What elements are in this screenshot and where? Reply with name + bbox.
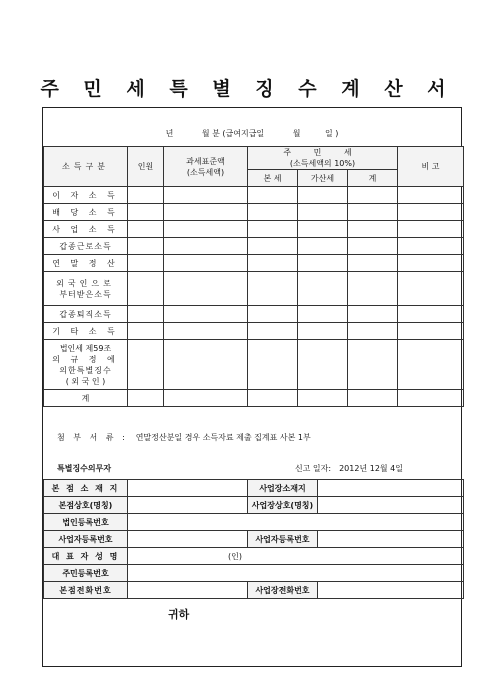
cell-total[interactable] — [348, 306, 398, 323]
cell-persons[interactable] — [128, 323, 164, 340]
table-row — [44, 238, 464, 255]
field-site-phone[interactable] — [318, 582, 464, 599]
report-date-label: 신고 일자: — [294, 464, 332, 473]
field-hq-address[interactable] — [128, 480, 248, 497]
obligor-info-table — [43, 479, 464, 599]
cell-total[interactable] — [348, 323, 398, 340]
cell-persons[interactable] — [128, 204, 164, 221]
row-label: 기 타 소 득 — [44, 323, 128, 340]
cell-add-tax[interactable] — [298, 390, 348, 407]
cell-total[interactable] — [348, 204, 398, 221]
row-label: 배 당 소 득 — [44, 204, 128, 221]
row-label-line1: 법인세 제59조 — [59, 343, 112, 353]
cell-base[interactable] — [164, 204, 248, 221]
row-label — [44, 272, 128, 306]
header-category: 소득구분 — [44, 147, 128, 187]
cell-note[interactable] — [398, 204, 464, 221]
row-label: 연 말 정 산 — [44, 255, 128, 272]
cell-persons[interactable] — [128, 340, 164, 390]
cell-persons[interactable] — [128, 255, 164, 272]
cell-main-tax[interactable] — [248, 187, 298, 204]
table-row — [44, 323, 464, 340]
table-row — [44, 255, 464, 272]
cell-note[interactable] — [398, 306, 464, 323]
form-frame — [42, 107, 462, 667]
period-day: 일 ) — [325, 129, 339, 138]
addressee: 귀하 — [168, 608, 190, 621]
cell-note[interactable] — [398, 340, 464, 390]
header-note: 비 고 — [398, 147, 464, 187]
cell-base[interactable] — [164, 390, 248, 407]
cell-total[interactable] — [348, 221, 398, 238]
row-label: 계 — [44, 390, 128, 407]
seal-mark: (인) — [228, 551, 242, 561]
report-date-value: 2012년 12월 4일 — [339, 464, 403, 473]
cell-persons[interactable] — [128, 306, 164, 323]
cell-add-tax[interactable] — [298, 238, 348, 255]
attachment-line — [57, 432, 311, 443]
table-row — [44, 187, 464, 204]
cell-main-tax[interactable] — [248, 272, 298, 306]
header-main-tax: 본 세 — [248, 170, 298, 187]
period-month: 월 분 (급여지급일 — [201, 129, 265, 138]
cell-main-tax[interactable] — [248, 238, 298, 255]
field-resident-no[interactable] — [128, 565, 464, 582]
table-row — [44, 272, 464, 306]
cell-base[interactable] — [164, 340, 248, 390]
row-label: 갑종근로소득 — [44, 238, 128, 255]
attachment-text: 연말정산분일 경우 소득자료 제출 집계표 사본 1부 — [135, 433, 311, 442]
cell-base[interactable] — [164, 221, 248, 238]
cell-persons[interactable] — [128, 221, 164, 238]
header-total: 계 — [348, 170, 398, 187]
cell-total[interactable] — [348, 390, 398, 407]
row-label-line2: 의 규 정 에 — [52, 354, 119, 364]
cell-note[interactable] — [398, 390, 464, 407]
cell-persons[interactable] — [128, 272, 164, 306]
row-label-line3: 의한특별징수 — [59, 365, 112, 375]
cell-base[interactable] — [164, 187, 248, 204]
field-site-address[interactable] — [318, 480, 464, 497]
field-site-biz-no[interactable] — [318, 531, 464, 548]
header-add-tax: 가산세 — [298, 170, 348, 187]
label-site-phone: 사업장전화번호 — [248, 582, 318, 599]
cell-note[interactable] — [398, 255, 464, 272]
cell-main-tax[interactable] — [248, 340, 298, 390]
label-hq-phone: 본점전화번호 — [44, 582, 128, 599]
cell-base[interactable] — [164, 255, 248, 272]
cell-add-tax[interactable] — [298, 187, 348, 204]
cell-main-tax[interactable] — [248, 323, 298, 340]
table-row — [44, 221, 464, 238]
cell-note[interactable] — [398, 187, 464, 204]
cell-persons[interactable] — [128, 390, 164, 407]
cell-add-tax[interactable] — [298, 306, 348, 323]
cell-total[interactable] — [348, 187, 398, 204]
field-hq-phone[interactable] — [128, 582, 248, 599]
header-tax-label: 주 민 세 — [283, 148, 362, 157]
header-base-label: 과세표준액 — [186, 156, 225, 166]
field-corp-no[interactable] — [128, 514, 464, 531]
cell-total[interactable] — [348, 340, 398, 390]
cell-add-tax[interactable] — [298, 323, 348, 340]
table-row — [44, 204, 464, 221]
period-month2: 월 — [292, 129, 301, 138]
cell-total[interactable] — [348, 255, 398, 272]
period-year: 년 — [165, 129, 174, 138]
label-site-address: 사업장소재지 — [248, 480, 318, 497]
cell-main-tax[interactable] — [248, 221, 298, 238]
label-corp-no: 법인등록번호 — [44, 514, 128, 531]
header-base — [164, 147, 248, 187]
table-row-total — [44, 390, 464, 407]
label-site-name: 사업장상호(명칭) — [248, 497, 318, 514]
row-label: 사 업 소 득 — [44, 221, 128, 238]
row-label-line1: 외국인으로 — [56, 278, 115, 288]
document-title: 주 민 세 특 별 징 수 계 산 서 — [40, 78, 455, 100]
header-base-sub: (소득세액) — [186, 167, 225, 177]
cell-total[interactable] — [348, 272, 398, 306]
withholding-obligor: 특별징수의무자 — [57, 464, 112, 473]
row-label: 갑종퇴직소득 — [44, 306, 128, 323]
row-label — [44, 340, 128, 390]
field-biz-no[interactable] — [128, 531, 248, 548]
cell-add-tax[interactable] — [298, 221, 348, 238]
cell-base[interactable] — [164, 323, 248, 340]
label-rep-name: 대 표 자 성 명 — [44, 548, 128, 565]
cell-add-tax[interactable] — [298, 255, 348, 272]
field-site-name[interactable] — [318, 497, 464, 514]
label-hq-name: 본점상호(명칭) — [44, 497, 128, 514]
field-hq-name[interactable] — [128, 497, 248, 514]
cell-add-tax[interactable] — [298, 204, 348, 221]
label-biz-no: 사업자등록번호 — [44, 531, 128, 548]
cell-main-tax[interactable] — [248, 255, 298, 272]
payment-period — [43, 128, 461, 139]
label-resident-no: 주민등록번호 — [44, 565, 128, 582]
table-row — [44, 340, 464, 390]
header-persons: 인원 — [128, 147, 164, 187]
header-resident-tax — [248, 147, 398, 170]
field-rep-name[interactable] — [128, 548, 464, 565]
cell-add-tax[interactable] — [298, 272, 348, 306]
cell-persons[interactable] — [128, 238, 164, 255]
header-tax-sub: (소득세액의 10%) — [289, 159, 356, 168]
cell-note[interactable] — [398, 238, 464, 255]
label-site-biz-no: 사업자등록번호 — [248, 531, 318, 548]
cell-main-tax[interactable] — [248, 390, 298, 407]
row-label: 이 자 소 득 — [44, 187, 128, 204]
cell-note[interactable] — [398, 323, 464, 340]
cell-base[interactable] — [164, 306, 248, 323]
cell-note[interactable] — [398, 272, 464, 306]
cell-main-tax[interactable] — [248, 204, 298, 221]
label-hq-address: 본 점 소 재 지 — [44, 480, 128, 497]
cell-main-tax[interactable] — [248, 306, 298, 323]
cell-base[interactable] — [164, 272, 248, 306]
table-row — [44, 306, 464, 323]
cell-persons[interactable] — [128, 187, 164, 204]
row-label-line2: 부터받은소득 — [59, 289, 112, 299]
tax-calculation-table — [43, 146, 464, 407]
cell-total[interactable] — [348, 238, 398, 255]
cell-base[interactable] — [164, 238, 248, 255]
cell-add-tax[interactable] — [298, 340, 348, 390]
row-label-line4: ( 외 국 인 ) — [65, 376, 106, 386]
cell-note[interactable] — [398, 221, 464, 238]
report-date — [295, 463, 403, 474]
attachment-label: 첨 부 서 류 : — [57, 433, 128, 442]
